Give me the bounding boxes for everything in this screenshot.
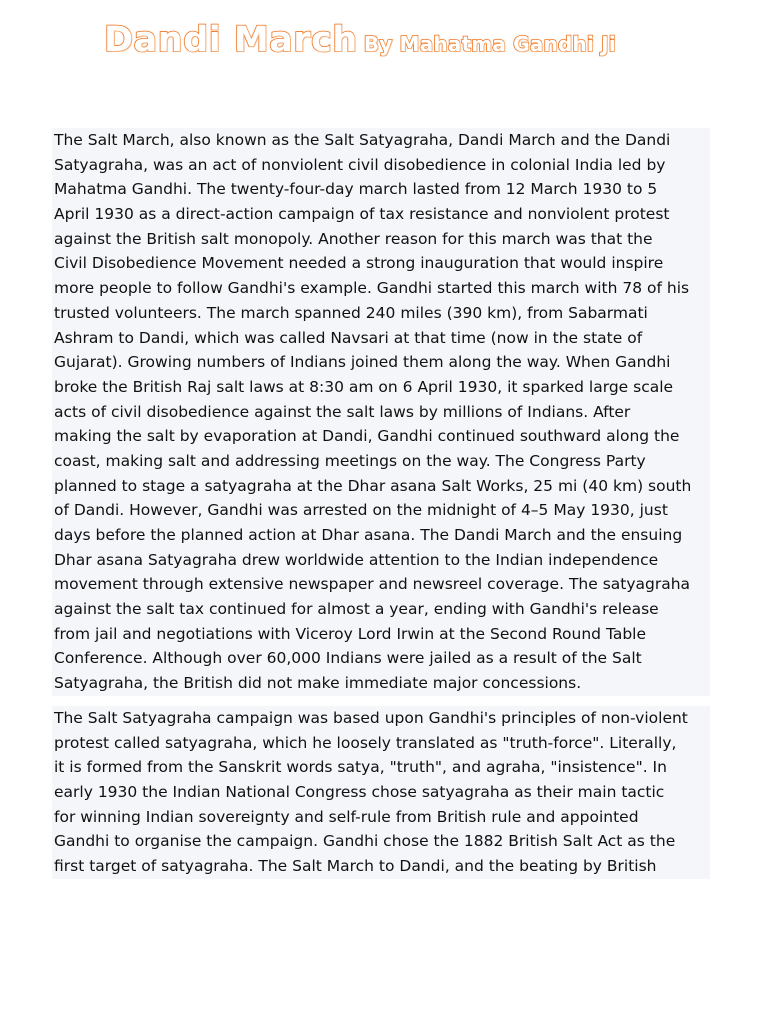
- text-line: from jail and negotiations with Viceroy Lord Irwin at the Second Round Table: [52, 622, 710, 647]
- text-line: The Salt March, also known as the Salt Satyagraha, Dandi March and the Dandi: [52, 128, 710, 153]
- text-line: against the British salt monopoly. Another reason for this march was that the: [52, 227, 710, 252]
- paragraph-2: [52, 706, 722, 879]
- text-line: coast, making salt and addressing meetings on the way. The Congress Party: [52, 449, 710, 474]
- text-line: Civil Disobedience Movement needed a strong inauguration that would inspire: [52, 251, 710, 276]
- text-line: against the salt tax continued for almost a year, ending with Gandhi's release: [52, 597, 710, 622]
- title-main: Dandi March: [104, 20, 358, 60]
- text-line: movement through extensive newspaper and newsreel coverage. The satyagraha: [52, 572, 710, 597]
- document-title: [104, 20, 616, 60]
- text-line: Conference. Although over 60,000 Indians were jailed as a result of the Salt: [52, 646, 710, 671]
- text-line: early 1930 the Indian National Congress chose satyagraha as their main tactic: [52, 780, 710, 805]
- text-line: The Salt Satyagraha campaign was based upon Gandhi's principles of non-violent: [52, 706, 710, 731]
- text-line: more people to follow Gandhi's example. Gandhi started this march with 78 of his: [52, 276, 710, 301]
- text-line: Satyagraha, was an act of nonviolent civil disobedience in colonial India led by: [52, 153, 710, 178]
- text-line: broke the British Raj salt laws at 8:30 am on 6 April 1930, it sparked large scale: [52, 375, 710, 400]
- title-subtitle: By Mahatma Gandhi Ji: [363, 32, 616, 56]
- text-line: Ashram to Dandi, which was called Navsari at that time (now in the state of: [52, 326, 710, 351]
- text-line: it is formed from the Sanskrit words satya, "truth", and agraha, "insistence". In: [52, 755, 710, 780]
- text-line: Gandhi to organise the campaign. Gandhi chose the 1882 British Salt Act as the: [52, 829, 710, 854]
- text-line: Dhar asana Satyagraha drew worldwide attention to the Indian independence: [52, 548, 710, 573]
- text-line: acts of civil disobedience against the salt laws by millions of Indians. After: [52, 400, 710, 425]
- text-line: of Dandi. However, Gandhi was arrested on the midnight of 4–5 May 1930, just: [52, 498, 710, 523]
- text-line: protest called satyagraha, which he loosely translated as "truth-force". Literally,: [52, 731, 710, 756]
- text-line: Mahatma Gandhi. The twenty-four-day march lasted from 12 March 1930 to 5: [52, 177, 710, 202]
- text-line: Gujarat). Growing numbers of Indians joined them along the way. When Gandhi: [52, 350, 710, 375]
- text-line: for winning Indian sovereignty and self-rule from British rule and appointed: [52, 805, 710, 830]
- paragraph-1: [52, 128, 722, 696]
- text-line: April 1930 as a direct-action campaign of tax resistance and nonviolent protest: [52, 202, 710, 227]
- text-line: days before the planned action at Dhar asana. The Dandi March and the ensuing: [52, 523, 710, 548]
- text-line: making the salt by evaporation at Dandi, Gandhi continued southward along the: [52, 424, 710, 449]
- text-line: Satyagraha, the British did not make immediate major concessions.: [52, 671, 710, 696]
- text-line: planned to stage a satyagraha at the Dhar asana Salt Works, 25 mi (40 km) south: [52, 474, 710, 499]
- document-body: [52, 128, 722, 879]
- text-line: trusted volunteers. The march spanned 240 miles (390 km), from Sabarmati: [52, 301, 710, 326]
- text-line: first target of satyagraha. The Salt March to Dandi, and the beating by British: [52, 854, 710, 879]
